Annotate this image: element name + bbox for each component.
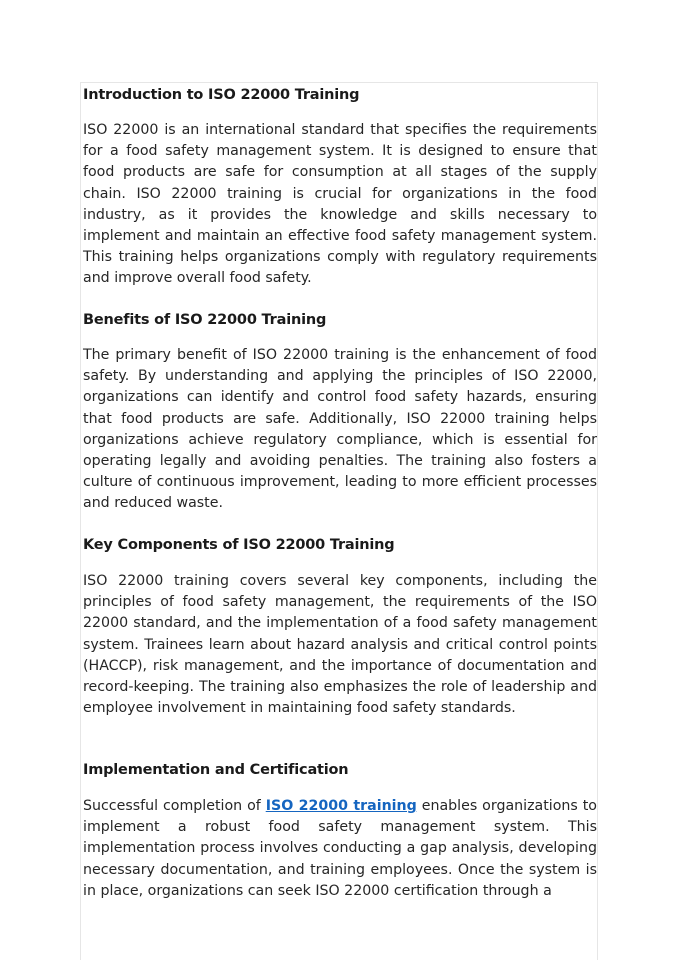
document-page — [80, 82, 598, 960]
section-heading: Key Components of ISO 22000 Training — [83, 537, 395, 553]
paragraph-text: enables organizations to implement a robust food safety management system. This implementation process involves conducting a gap analysis, developing necessary documentation, and training employees. Once the system is in place, organizations can seek ISO 22000 certification through a — [83, 798, 597, 899]
section-paragraph — [83, 796, 597, 902]
section-paragraph: The primary benefit of ISO 22000 training is the enhancement of food safety. By understanding and applying the principles of ISO 22000, organizations can identify and control food safety hazards, ensuring that food products are safe. Additionally, ISO 22000 training helps organizations achieve regulatory compliance, which is essential for operating legally and avoiding penalties. The training also fosters a culture of continuous improvement, leading to more efficient processes and reduced waste. — [83, 347, 597, 512]
section-heading: Implementation and Certification — [83, 762, 349, 778]
iso-22000-training-link[interactable]: ISO 22000 training — [265, 798, 417, 814]
section-paragraph: ISO 22000 training covers several key components, including the principles of food safety management, the requirements of the ISO 22000 standard, and the implementation of a food safety management system. Trainees learn about hazard analysis and critical control points (HACCP), risk management, and the importance of documentation and record-keeping. The training also emphasizes the role of leadership and employee involvement in maintaining food safety standards. — [83, 573, 597, 717]
section-heading: Benefits of ISO 22000 Training — [83, 312, 327, 328]
paragraph-text: Successful completion of — [83, 798, 266, 814]
section-heading: Introduction to ISO 22000 Training — [83, 87, 360, 103]
section-paragraph: ISO 22000 is an international standard that specifies the requirements for a food safety management system. It is designed to ensure that food products are safe for consumption at all stages of the supply chain. ISO 22000 training is crucial for organizations in the food industry, as it provides the knowledge and skills necessary to implement and maintain an effective food safety management system. This training helps organizations comply with regulatory requirements and improve overall food safety. — [83, 122, 597, 287]
